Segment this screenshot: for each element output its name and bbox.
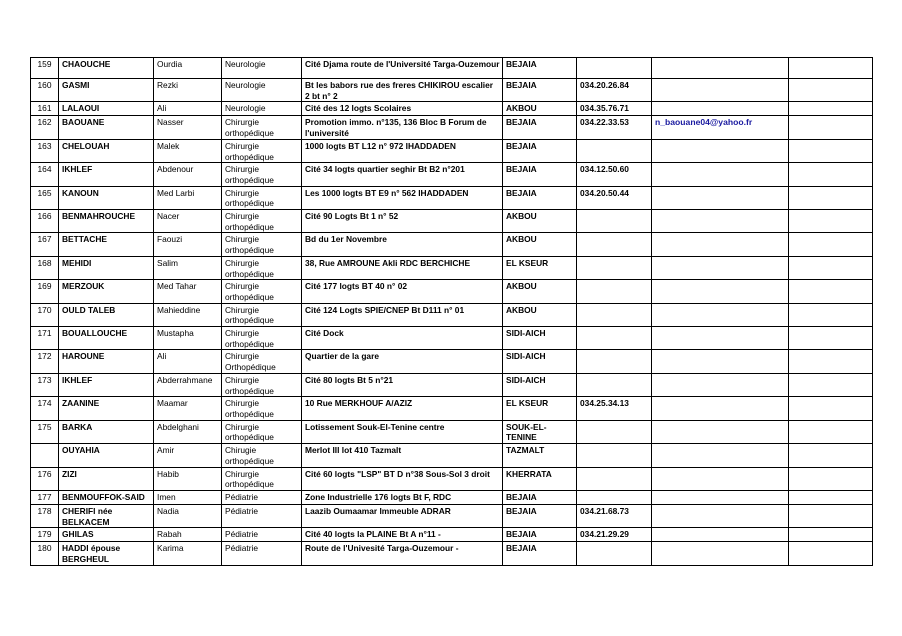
last-name: MERZOUK [59,280,154,303]
empty-cell [789,256,873,279]
first-name: Malek [154,139,222,162]
address: Laazib Oumaamar Immeuble ADRAR [302,504,503,527]
last-name: CHAOUCHE [59,58,154,79]
empty-cell [789,373,873,396]
specialty: Chirurgie orthopédique [222,139,302,162]
empty-cell [789,186,873,209]
first-name: Mahieddine [154,303,222,326]
table-row [31,397,873,420]
specialty: Pédiatrie [222,542,302,565]
first-name: Rabah [154,528,222,542]
address: Cité 60 logts "LSP" BT D n°38 Sous-Sol 3 droit [302,467,503,490]
phone [577,350,652,373]
row-number: 163 [31,139,59,162]
last-name: OULD TALEB [59,303,154,326]
doctors-table [30,57,873,566]
row-number: 174 [31,397,59,420]
city: BEJAIA [503,58,577,79]
last-name: HAROUNE [59,350,154,373]
first-name: Nacer [154,210,222,233]
city: SIDI-AICH [503,350,577,373]
address: Cité 40 logts la PLAINE Bt A n°11 - [302,528,503,542]
specialty: Chirurgie orthopédique [222,256,302,279]
table-row [31,139,873,162]
table-row [31,444,873,467]
email [652,210,789,233]
specialty: Neurologie [222,58,302,79]
phone: 034.20.26.84 [577,79,652,102]
row-number: 164 [31,163,59,186]
empty-cell [789,116,873,139]
address: Cité des 12 logts Scolaires [302,102,503,116]
phone [577,280,652,303]
phone [577,542,652,565]
last-name: CHELOUAH [59,139,154,162]
specialty: Pédiatrie [222,504,302,527]
specialty: Chirurgie orthopédique [222,163,302,186]
specialty: Chirurgie orthopédique [222,210,302,233]
empty-cell [789,528,873,542]
first-name: Med Tahar [154,280,222,303]
row-number: 167 [31,233,59,256]
phone: 034.21.68.73 [577,504,652,527]
table-row [31,256,873,279]
city: TAZMALT [503,444,577,467]
last-name: OUYAHIA [59,444,154,467]
city: BEJAIA [503,186,577,209]
last-name: BETTACHE [59,233,154,256]
row-number: 180 [31,542,59,565]
city: BEJAIA [503,79,577,102]
empty-cell [789,467,873,490]
empty-cell [789,420,873,443]
row-number: 177 [31,490,59,504]
empty-cell [789,280,873,303]
table-row [31,373,873,396]
last-name: HADDI épouse BERGHEUL [59,542,154,565]
table-row [31,58,873,79]
phone: 034.25.34.13 [577,397,652,420]
table-row [31,186,873,209]
empty-cell [789,210,873,233]
city: AKBOU [503,280,577,303]
specialty: Chirurgie orthopédique [222,280,302,303]
city: BEJAIA [503,139,577,162]
empty-cell [789,490,873,504]
email [652,444,789,467]
empty-cell [789,163,873,186]
specialty: Chirurgie orthopédique [222,303,302,326]
last-name: BENMOUFFOK-SAID [59,490,154,504]
row-number: 175 [31,420,59,443]
email [652,504,789,527]
city: SOUK-EL-TENINE [503,420,577,443]
phone [577,256,652,279]
specialty: Chirurgie orthopédique [222,233,302,256]
table-row [31,102,873,116]
empty-cell [789,139,873,162]
city: BEJAIA [503,504,577,527]
city: AKBOU [503,233,577,256]
empty-cell [789,542,873,565]
email [652,186,789,209]
specialty: Chirugie orthopédique [222,444,302,467]
first-name: Salim [154,256,222,279]
row-number: 179 [31,528,59,542]
table-row [31,280,873,303]
row-number: 160 [31,79,59,102]
address: 38, Rue AMROUNE Akli RDC BERCHICHE [302,256,503,279]
last-name: GASMI [59,79,154,102]
email: n_baouane04@yahoo.fr [652,116,789,139]
city: BEJAIA [503,528,577,542]
city: SIDI-AICH [503,373,577,396]
email [652,490,789,504]
email [652,58,789,79]
table-row [31,467,873,490]
table-row [31,542,873,565]
city: KHERRATA [503,467,577,490]
email [652,102,789,116]
specialty: Neurologie [222,79,302,102]
email [652,163,789,186]
empty-cell [789,444,873,467]
phone: 034.12.50.60 [577,163,652,186]
row-number [31,444,59,467]
empty-cell [789,79,873,102]
phone: 034.35.76.71 [577,102,652,116]
city: BEJAIA [503,542,577,565]
first-name: Ali [154,350,222,373]
phone: 034.22.33.53 [577,116,652,139]
table-row [31,303,873,326]
last-name: IKHLEF [59,163,154,186]
first-name: Rezki [154,79,222,102]
row-number: 173 [31,373,59,396]
phone [577,373,652,396]
last-name: BOUALLOUCHE [59,327,154,350]
empty-cell [789,397,873,420]
last-name: BAOUANE [59,116,154,139]
first-name: Nadia [154,504,222,527]
last-name: GHILAS [59,528,154,542]
email [652,280,789,303]
phone [577,327,652,350]
address: 10 Rue MERKHOUF A/AZIZ [302,397,503,420]
address: Les 1000 logts BT E9 n° 562 IHADDADEN [302,186,503,209]
specialty: Chirurgie orthopédique [222,373,302,396]
empty-cell [789,58,873,79]
address: Route de l'Univesité Targa-Ouzemour - [302,542,503,565]
city: AKBOU [503,102,577,116]
row-number: 170 [31,303,59,326]
first-name: Ali [154,102,222,116]
first-name: Abdelghani [154,420,222,443]
row-number: 176 [31,467,59,490]
first-name: Ourdia [154,58,222,79]
empty-cell [789,327,873,350]
city: EL KSEUR [503,256,577,279]
specialty: Chirurgie orthopédique [222,467,302,490]
address: Quartier de la gare [302,350,503,373]
row-number: 159 [31,58,59,79]
phone [577,467,652,490]
first-name: Amir [154,444,222,467]
row-number: 169 [31,280,59,303]
row-number: 171 [31,327,59,350]
table-row [31,504,873,527]
phone [577,233,652,256]
phone [577,444,652,467]
phone [577,490,652,504]
row-number: 162 [31,116,59,139]
specialty: Chirurgie orthopédique [222,327,302,350]
empty-cell [789,303,873,326]
last-name: ZIZI [59,467,154,490]
email [652,420,789,443]
row-number: 172 [31,350,59,373]
address: Cité Djama route de l'Université Targa-Ouzemour [302,58,503,79]
phone [577,58,652,79]
address: Lotissement Souk-El-Tenine centre [302,420,503,443]
specialty: Chirurgie orthopédique [222,116,302,139]
city: EL KSEUR [503,397,577,420]
empty-cell [789,504,873,527]
address: Cité 177 logts BT 40 n° 02 [302,280,503,303]
address: Promotion immo. n°135, 136 Bloc B Forum de l'université [302,116,503,139]
first-name: Faouzi [154,233,222,256]
first-name: Habib [154,467,222,490]
first-name: Maamar [154,397,222,420]
email [652,303,789,326]
last-name: KANOUN [59,186,154,209]
phone: 034.21.29.29 [577,528,652,542]
row-number: 166 [31,210,59,233]
empty-cell [789,233,873,256]
email [652,542,789,565]
row-number: 168 [31,256,59,279]
email [652,233,789,256]
email [652,139,789,162]
first-name: Mustapha [154,327,222,350]
last-name: BARKA [59,420,154,443]
specialty: Chirurgie Orthopédique [222,350,302,373]
email [652,467,789,490]
phone [577,303,652,326]
table-row [31,327,873,350]
address: Cité 34 logts quartier seghir Bt B2 n°201 [302,163,503,186]
phone [577,139,652,162]
specialty: Chirurgie orthopédique [222,420,302,443]
address: Merlot III lot 410 Tazmalt [302,444,503,467]
city: BEJAIA [503,163,577,186]
first-name: Imen [154,490,222,504]
address: Cité 124 Logts SPIE/CNEP Bt D111 n° 01 [302,303,503,326]
phone [577,210,652,233]
address: Cité 80 logts Bt 5 n°21 [302,373,503,396]
last-name: IKHLEF [59,373,154,396]
specialty: Pédiatrie [222,528,302,542]
last-name: MEHIDI [59,256,154,279]
row-number: 178 [31,504,59,527]
first-name: Abderrahmane [154,373,222,396]
last-name: BENMAHROUCHE [59,210,154,233]
empty-cell [789,102,873,116]
table-body [31,58,873,566]
specialty: Pédiatrie [222,490,302,504]
first-name: Abdenour [154,163,222,186]
last-name: LALAOUI [59,102,154,116]
city: SIDI-AICH [503,327,577,350]
address: 1000 logts BT L12 n° 972 IHADDADEN [302,139,503,162]
table-row [31,79,873,102]
email [652,327,789,350]
address: Zone Industrielle 176 logts Bt F, RDC [302,490,503,504]
specialty: Chirurgie orthopédique [222,397,302,420]
address: Cité 90 Logts Bt 1 n° 52 [302,210,503,233]
email [652,79,789,102]
table-row [31,233,873,256]
empty-cell [789,350,873,373]
specialty: Chirurgie orthopédique [222,186,302,209]
email [652,528,789,542]
email [652,397,789,420]
row-number: 165 [31,186,59,209]
table-row [31,490,873,504]
address: Bt les babors rue des freres CHIKIROU escalier 2 bt n° 2 [302,79,503,102]
row-number: 161 [31,102,59,116]
last-name: CHERIFI née BELKACEM [59,504,154,527]
city: AKBOU [503,210,577,233]
city: BEJAIA [503,490,577,504]
phone [577,420,652,443]
address: Cité Dock [302,327,503,350]
specialty: Neurologie [222,102,302,116]
table-row [31,350,873,373]
table-row [31,420,873,443]
address: Bd du 1er Novembre [302,233,503,256]
email [652,350,789,373]
table-row [31,163,873,186]
first-name: Med Larbi [154,186,222,209]
city: BEJAIA [503,116,577,139]
table-row [31,210,873,233]
phone: 034.20.50.44 [577,186,652,209]
last-name: ZAANINE [59,397,154,420]
table-row [31,528,873,542]
email [652,373,789,396]
first-name: Nasser [154,116,222,139]
city: AKBOU [503,303,577,326]
email [652,256,789,279]
first-name: Karima [154,542,222,565]
table-row [31,116,873,139]
